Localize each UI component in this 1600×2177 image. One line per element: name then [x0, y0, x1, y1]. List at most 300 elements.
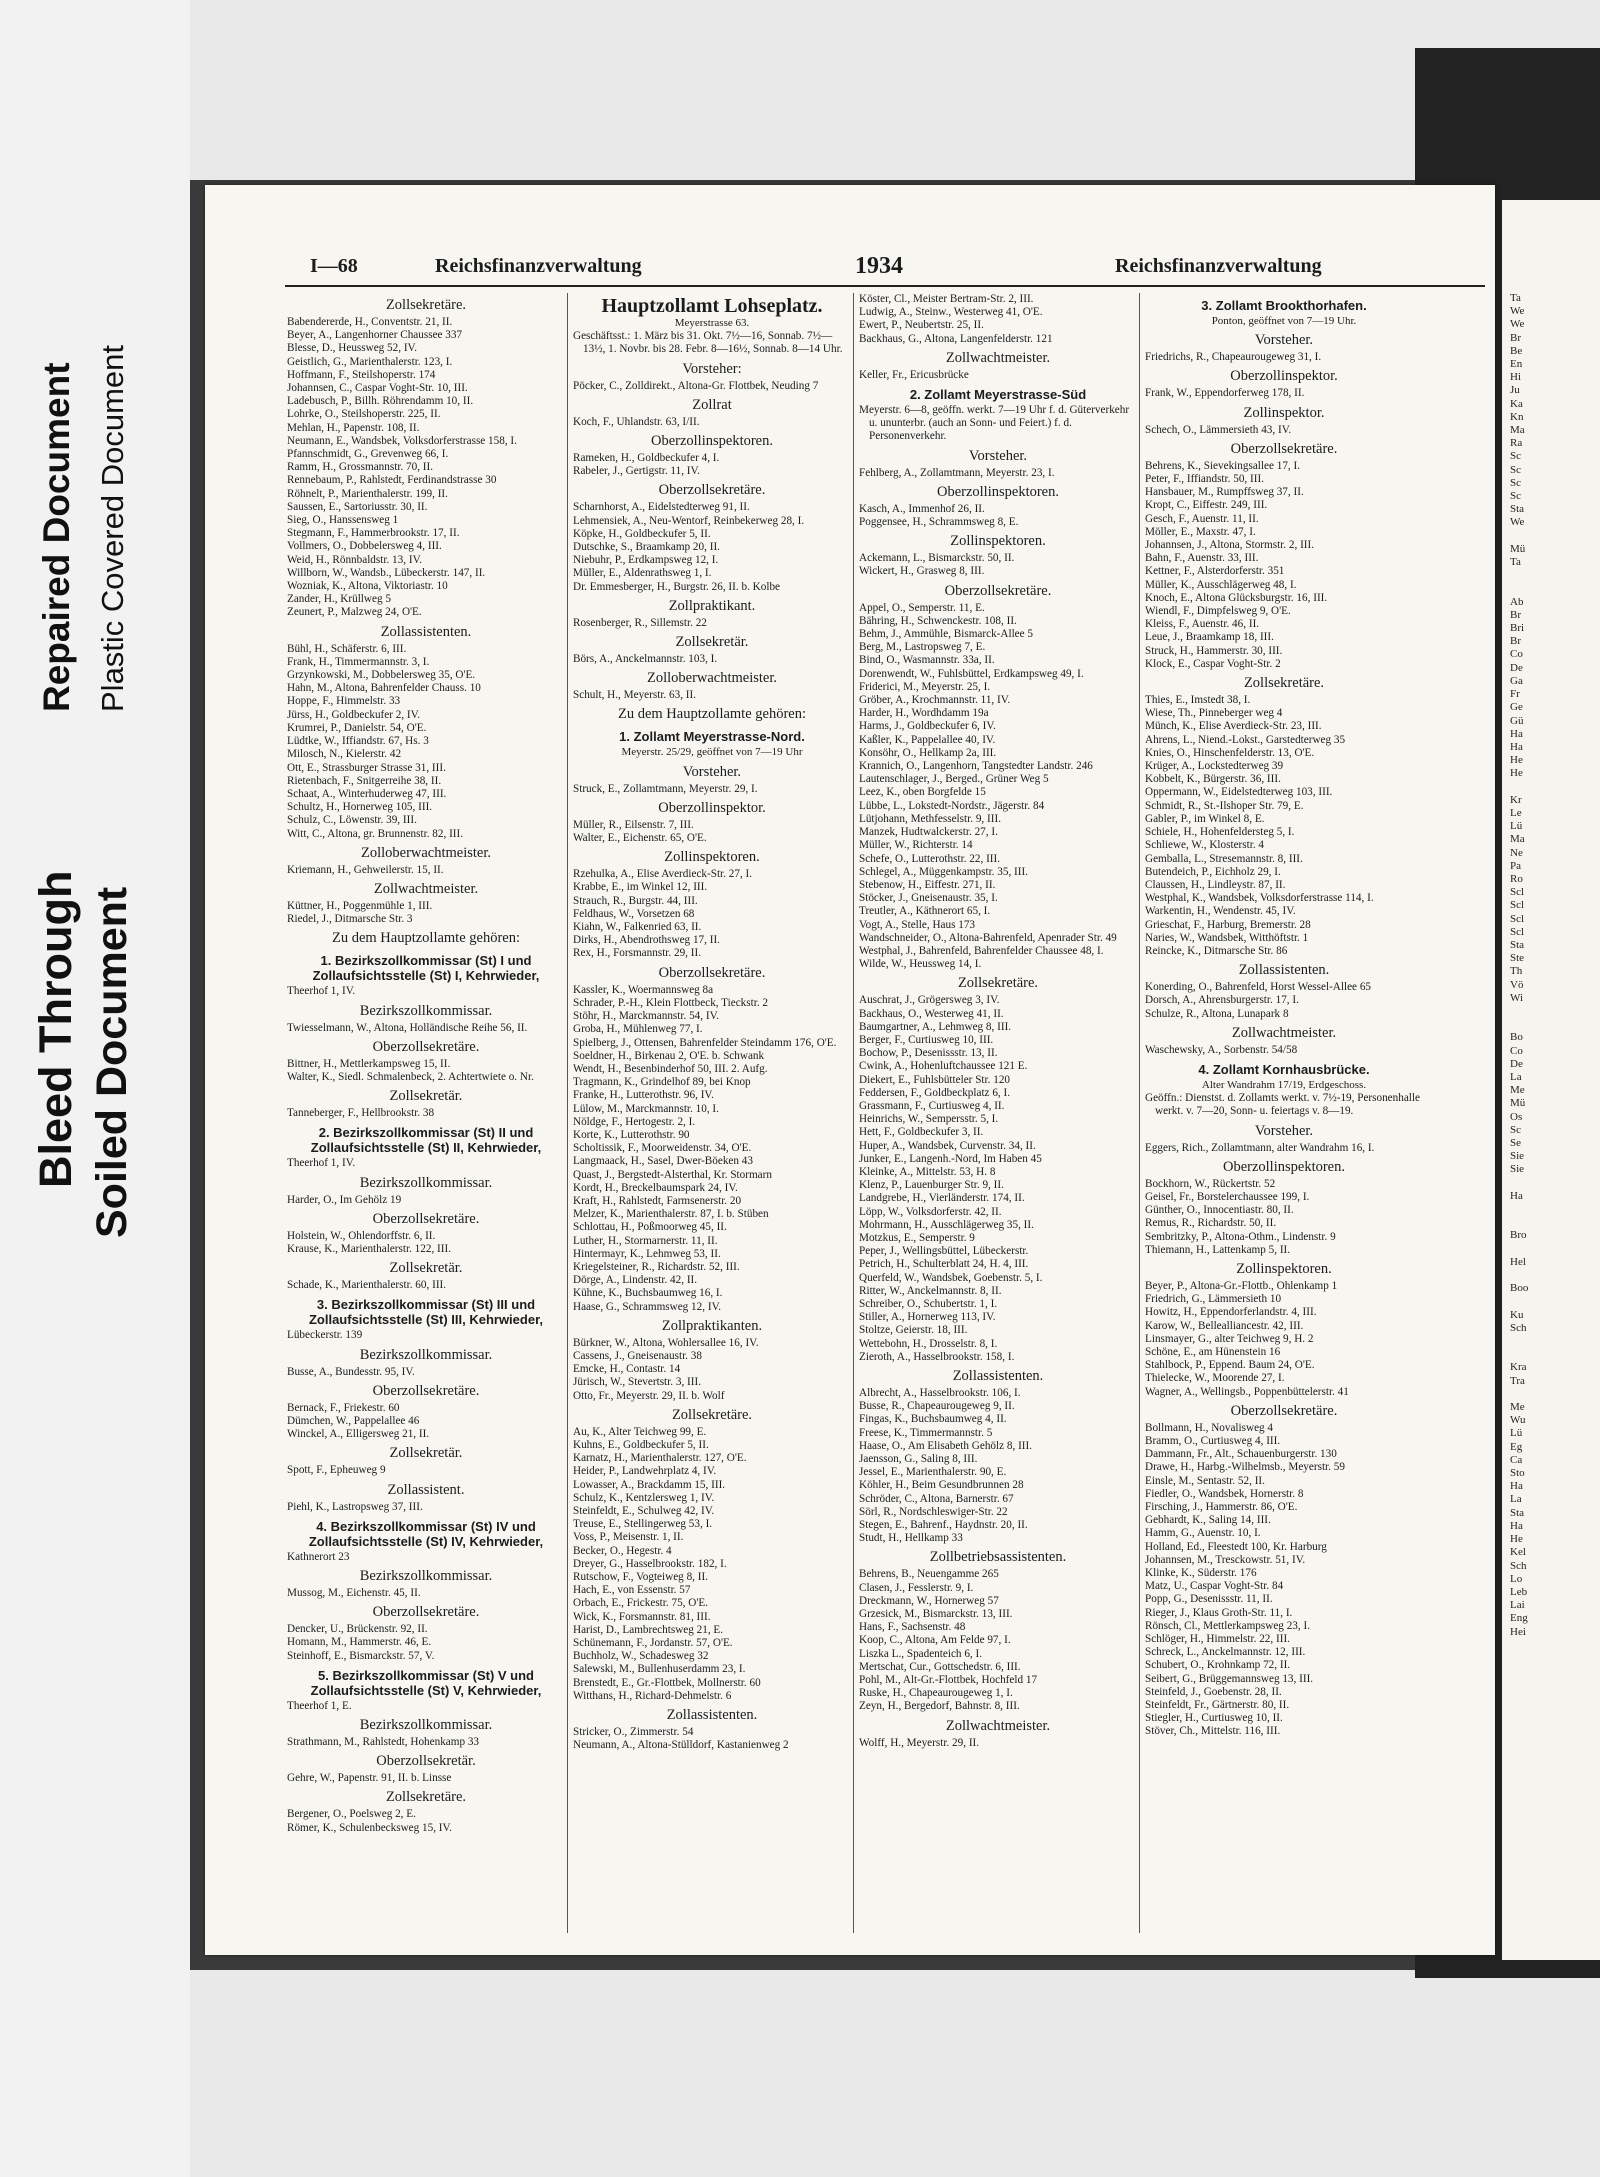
office-subtitle: Ponton, geöffnet von 7—19 Uhr.: [1211, 315, 1357, 327]
directory-entry: Dutschke, S., Braamkamp 20, II.: [573, 541, 720, 554]
directory-entry: Rieger, J., Klaus Groth-Str. 11, I.: [1145, 1606, 1293, 1619]
directory-entry: Blesse, D., Heussweg 52, IV.: [287, 342, 417, 355]
directory-entry: Pfannschmidt, G., Grevenweg 66, I.: [287, 448, 449, 461]
directory-entry: Milosch, N., Kielerstr. 42: [287, 748, 402, 761]
directory-entry: Schünemann, F., Jordanstr. 57, O'E.: [573, 1637, 733, 1650]
edge-fragment: Pa: [1510, 859, 1521, 872]
directory-entry: Haase, O., Am Elisabeth Gehölz 8, III.: [859, 1439, 1033, 1452]
directory-entry: Rabeler, J., Gertigstr. 11, IV.: [573, 465, 700, 478]
label-soiled: Soiled Document: [88, 886, 136, 1238]
edge-fragment: Br: [1510, 331, 1521, 344]
directory-entry: Buchholz, W., Schadesweg 32: [573, 1650, 709, 1663]
directory-entry: Möller, E., Maxstr. 47, I.: [1145, 525, 1256, 538]
edge-fragment: Sch: [1510, 1321, 1527, 1334]
directory-entry: Tanneberger, F., Hellbrookstr. 38: [287, 1107, 435, 1120]
directory-entry: Steinfeldt, E., Schulweg 42, IV.: [573, 1505, 715, 1517]
section-heading: Oberzollinspektoren.: [650, 433, 773, 450]
directory-entry: Kraft, H., Rahlstedt, Farmsenerstr. 20: [573, 1194, 742, 1207]
directory-entry: Schulz, C., Löwenstr. 39, III.: [287, 814, 417, 827]
directory-entry: Dörge, A., Lindenstr. 42, II.: [573, 1274, 698, 1287]
edge-fragment: Ka: [1510, 397, 1523, 410]
directory-entry: Meyerstr. 6—8, geöffn. werkt. 7—19 Uhr f. d. Güterverkehr u. ununterbr. (auch an Sonn- und Feiert.) f. d. Personenverkehr.: [859, 404, 1130, 443]
directory-entry: Löpp, W., Volksdorferstr. 42, II.: [859, 1205, 1002, 1218]
office-subtitle: Meyerstrasse 63.: [674, 317, 750, 329]
edge-fragment: Sie: [1510, 1150, 1525, 1163]
directory-entry: Friderici, M., Meyerstr. 25, I.: [859, 680, 991, 693]
column-2: [573, 293, 851, 1933]
header-year: 1934: [855, 253, 903, 279]
directory-entry: Grieschat, F., Harburg, Bremerstr. 28: [1145, 918, 1311, 931]
directory-entry: Wickert, H., Grasweg 8, III.: [859, 565, 985, 578]
edge-fragment: Ra: [1510, 437, 1523, 450]
directory-entry: Struck, H., Hammerstr. 30, III.: [1145, 644, 1283, 657]
edge-fragment: Co: [1510, 1044, 1523, 1057]
directory-entry: Geistlich, G., Marienthalerstr. 123, I.: [287, 355, 453, 368]
page-header: [310, 255, 1470, 285]
directory-entry: Thies, E., Imstedt 38, I.: [1145, 694, 1251, 707]
directory-entry: Winckel, A., Elligersweg 21, II.: [287, 1428, 430, 1441]
directory-entry: Konerding, O., Bahrenfeld, Horst Wessel-Allee 65: [1145, 981, 1372, 994]
section-heading: Vorsteher:: [682, 360, 742, 377]
section-heading: Zollpraktikanten.: [661, 1317, 763, 1334]
edge-fragment: Co: [1510, 648, 1523, 661]
section-heading: Oberzollsekretäre.: [944, 582, 1052, 599]
section-heading: Zollsekretäre.: [385, 1789, 467, 1806]
edge-fragment: Ha: [1510, 727, 1523, 740]
column-3: [859, 293, 1137, 1933]
edge-fragment: [1510, 1216, 1528, 1229]
edge-fragment: Bo: [1510, 1031, 1523, 1044]
directory-entry: Spielberg, J., Ottensen, Bahrenfelder Steindamm 176, O'E.: [573, 1036, 837, 1049]
directory-entry: Willborn, W., Wandsb., Lübeckerstr. 147, II.: [287, 566, 486, 579]
directory-entry: Dorenwendt, W., Fuhlsbüttel, Erdkampsweg 49, I.: [859, 667, 1084, 680]
edge-fragment: Fr: [1510, 688, 1520, 701]
section-heading: Oberzollsekretäre.: [658, 482, 766, 499]
directory-entry: Holland, Ed., Fleestedt 100, Kr. Harburg: [1145, 1540, 1327, 1553]
directory-entry: Oppermann, W., Eidelstedterweg 103, III.: [1145, 786, 1333, 799]
directory-entry: Rameken, H., Goldbeckufer 4, I.: [573, 452, 720, 465]
directory-entry: Ritter, W., Anckelmannstr. 8, II.: [859, 1284, 1002, 1297]
section-heading: Zollbetriebsassistenten.: [929, 1549, 1067, 1566]
directory-entry: Nöldge, F., Hertogestr. 2, I.: [573, 1115, 696, 1128]
directory-entry: Wendt, H., Besenbinderhof 50, III. 2. Aufg.: [573, 1062, 768, 1075]
edge-fragment: Tra: [1510, 1374, 1525, 1387]
directory-entry: Rönsch, Cl., Mettlerkampsweg 23, I.: [1145, 1619, 1310, 1632]
directory-entry: Klock, E., Caspar Voght-Str. 2: [1145, 657, 1281, 670]
edge-fragment: Se: [1510, 1137, 1521, 1149]
column-rule: [567, 293, 568, 1933]
directory-entry: Vollmers, O., Dobbelersweg 4, III.: [287, 540, 442, 553]
section-heading: Bezirkszollkommissar.: [359, 1567, 493, 1584]
directory-entry: Kasch, A., Immenhof 26, II.: [859, 502, 985, 515]
section-heading: Zollpraktikant.: [668, 597, 756, 614]
edge-fragment: Sto: [1510, 1467, 1525, 1480]
section-heading: Zollsekretär.: [675, 634, 749, 651]
section-heading: Zollassistenten.: [666, 1707, 758, 1724]
directory-entry: Schlottau, H., Poßmoorweg 45, II.: [573, 1221, 727, 1234]
directory-entry: Klinke, K., Süderstr. 176: [1145, 1567, 1257, 1580]
edge-fragment: He: [1510, 754, 1523, 767]
directory-entry: Backhaus, O., Westerweg 41, II.: [859, 1007, 1004, 1020]
directory-entry: Luther, H., Stormarnerstr. 11, II.: [573, 1234, 718, 1247]
directory-entry: Zeunert, P., Malzweg 24, O'E.: [287, 606, 422, 619]
directory-entry: Korte, K., Lutterothstr. 90: [573, 1128, 690, 1141]
edge-fragment: En: [1510, 358, 1523, 371]
edge-fragment: Mü: [1510, 1097, 1526, 1110]
edge-fragment: Ta: [1510, 556, 1521, 569]
edge-fragment: Be: [1510, 344, 1523, 357]
directory-entry: Jaensson, G., Saling 8, III.: [859, 1453, 978, 1466]
edge-fragment: Eg: [1510, 1440, 1523, 1453]
edge-fragment: Ta: [1510, 292, 1521, 304]
directory-entry: Berg, M., Lastropsweg 7, E.: [859, 641, 986, 654]
directory-entry: Petrich, H., Schulterblatt 24, H. 4, III.: [859, 1258, 1029, 1271]
column-4: [1145, 293, 1423, 1933]
directory-entry: Köster, Cl., Meister Bertram-Str. 2, III.: [859, 293, 1034, 305]
directory-entry: Friedrich, G., Lämmersieth 10: [1145, 1293, 1282, 1306]
directory-entry: Querfeld, W., Wandsbek, Goebenstr. 5, I.: [859, 1271, 1043, 1284]
edge-fragment: Lü: [1510, 820, 1523, 833]
directory-entry: Rex, H., Forsmannstr. 29, II.: [573, 947, 702, 960]
directory-entry: Schöne, E., am Hünenstein 16: [1145, 1345, 1281, 1358]
directory-entry: Kriegelsteiner, R., Richardstr. 52, III.: [573, 1260, 740, 1273]
edge-fragment: [1510, 1177, 1528, 1190]
directory-entry: Schech, O., Lämmersieth 43, IV.: [1145, 423, 1292, 436]
document-page: [205, 185, 1495, 1955]
directory-entry: Ladebusch, P., Billh. Röhrendamm 10, II.: [287, 395, 474, 408]
directory-entry: Zieroth, A., Hasselbrookstr. 158, I.: [859, 1350, 1015, 1363]
edge-fragment: Hi: [1510, 371, 1521, 384]
directory-entry: Twiesselmann, W., Altona, Holländische Reihe 56, II.: [287, 1021, 528, 1034]
section-heading: Zollassistent.: [387, 1481, 465, 1498]
section-heading: Oberzollsekretär.: [376, 1753, 476, 1770]
edge-fragment: Wu: [1510, 1414, 1526, 1427]
directory-entry: Kassler, K., Woermannsweg 8a: [573, 983, 714, 996]
directory-entry: Stahlbock, P., Eppend. Baum 24, O'E.: [1145, 1359, 1315, 1372]
section-heading: Zu dem Hauptzollamte gehören:: [331, 930, 521, 947]
directory-entry: Grassmann, F., Curtiusweg 4, II.: [859, 1099, 1005, 1112]
directory-entry: Lütjohann, Methfesselstr. 9, III.: [859, 812, 1001, 825]
directory-entry: Hamm, G., Auenstr. 10, I.: [1145, 1527, 1261, 1540]
directory-entry: Karnatz, H., Marienthalerstr. 127, O'E.: [573, 1452, 747, 1465]
directory-entry: Krause, K., Marienthalerstr. 122, III.: [287, 1242, 452, 1255]
directory-entry: Westphal, K., Wandsbek, Volksdorferstrasse 114, I.: [1145, 892, 1374, 905]
directory-entry: Sembritzky, P., Altona-Othm., Lindenstr. 9: [1145, 1230, 1336, 1243]
edge-fragment: Ha: [1510, 740, 1523, 753]
office-subtitle: Alter Wandrahm 17/19, Erdgeschoss.: [1201, 1078, 1367, 1091]
edge-fragment: Bri: [1510, 622, 1525, 635]
directory-entry: Dorsch, A., Ahrensburgerstr. 17, I.: [1145, 994, 1299, 1007]
directory-entry: Peter, F., Iffiandstr. 50, III.: [1145, 473, 1265, 486]
directory-entry: Remus, R., Richardstr. 50, II.: [1145, 1217, 1277, 1230]
directory-entry: Stiegler, H., Curtiusweg 10, II.: [1145, 1712, 1283, 1725]
directory-entry: Müller, E., Aldenrathsweg 1, I.: [573, 567, 712, 580]
directory-entry: Poggensee, H., Schrammsweg 8, E.: [859, 516, 1019, 529]
edge-fragment: Th: [1510, 965, 1523, 978]
directory-entry: Motzkus, E., Semperstr. 9: [859, 1231, 975, 1244]
directory-entry: Freese, K., Timmermannstr. 5: [859, 1426, 993, 1439]
office-heading: 2. Zollamt Meyerstrasse-Süd: [909, 387, 1087, 403]
directory-entry: Krabbe, E., im Winkel 12, III.: [573, 881, 708, 894]
directory-entry: Eggers, Rich., Zollamtmann, alter Wandrahm 16, I.: [1145, 1141, 1375, 1154]
section-heading: Zollrat: [692, 396, 732, 413]
directory-entry: Ludwig, A., Steinw., Westerweg 41, O'E.: [859, 306, 1043, 319]
annotation-strip: [0, 0, 190, 2177]
directory-entry: Reincke, K., Ditmarsche Str. 86: [1145, 944, 1288, 957]
directory-entry: Saussen, E., Sartoriusstr. 30, II.: [287, 500, 428, 513]
edge-fragment: Sc: [1510, 463, 1521, 476]
edge-fragment: Boo: [1510, 1282, 1529, 1295]
section-heading: Oberzollsekretäre.: [372, 1604, 480, 1621]
directory-entry: Theerhof 1, IV.: [287, 1157, 356, 1170]
edge-fragment: Lo: [1510, 1572, 1523, 1585]
directory-entry: Lowasser, A., Brackdamm 15, III.: [573, 1478, 726, 1491]
section-heading: Zollsekretäre.: [671, 1406, 753, 1423]
directory-entry: Riedel, J., Ditmarsche Str. 3: [287, 913, 413, 926]
edge-fragment: Br: [1510, 635, 1521, 648]
edge-fragment: [1510, 1005, 1528, 1018]
directory-entry: Krüger, A., Lockstedterweg 39: [1145, 760, 1284, 773]
directory-entry: Lohrke, O., Steilshoperstr. 225, II.: [287, 408, 441, 421]
directory-entry: Ewert, P., Neubertstr. 25, II.: [859, 319, 984, 332]
directory-entry: Clasen, J., Fesslerstr. 9, I.: [859, 1581, 974, 1594]
directory-entry: Kordt, H., Breckelbaumspark 24, IV.: [573, 1181, 738, 1194]
directory-entry: Schrader, P.-H., Klein Flottbeck, Tieckstr. 2: [573, 996, 769, 1009]
directory-entry: Gemballa, L., Stresemannstr. 8, III.: [1145, 852, 1303, 865]
edge-fragment: He: [1510, 767, 1523, 780]
directory-entry: Geisel, Fr., Borstelerchaussee 199, I.: [1145, 1190, 1310, 1203]
directory-entry: Vogt, A., Stelle, Haus 173: [859, 918, 976, 931]
directory-entry: Thielecke, W., Moorende 27, I.: [1145, 1372, 1285, 1385]
directory-entry: Theerhof 1, E.: [287, 1699, 352, 1712]
office-heading: 4. Zollamt Kornhausbrücke.: [1198, 1061, 1370, 1077]
edge-fragment: Os: [1510, 1110, 1523, 1123]
directory-entry: Landgrebe, H., Vierländerstr. 174, II.: [859, 1192, 1025, 1205]
directory-entry: Schiele, H., Hohenfeldersteg 5, I.: [1145, 826, 1295, 839]
directory-entry: Müller, R., Eilsenstr. 7, III.: [573, 818, 694, 831]
office-heading: 2. Bezirkszollkommissar (St) II und Zollaufsichtsstelle (St) II, Kehrwieder,: [310, 1125, 542, 1156]
directory-entry: Sörl, R., Nordschleswiger-Str. 22: [859, 1505, 1008, 1518]
directory-entry: Appel, O., Semperstr. 11, E.: [859, 601, 985, 614]
directory-entry: Wettebohn, H., Drosselstr. 8, I.: [859, 1337, 998, 1350]
edge-fragment: [1510, 530, 1528, 543]
directory-entry: Feldhaus, W., Vorsetzen 68: [573, 907, 695, 920]
directory-entry: Hett, F., Goldbeckufer 3, II.: [859, 1126, 984, 1139]
edge-fragment: Ma: [1510, 833, 1525, 846]
edge-fragment: Ge: [1510, 701, 1523, 714]
directory-entry: Theerhof 1, IV.: [287, 985, 356, 998]
directory-entry: Kathnerort 23: [287, 1550, 350, 1563]
directory-entry: Schult, H., Meyerstr. 63, II.: [573, 689, 697, 702]
label-repaired: Repaired Document: [36, 362, 77, 712]
directory-entry: Leez, K., oben Borgfelde 15: [859, 786, 986, 799]
section-heading: Oberzollinspektoren.: [1222, 1158, 1345, 1175]
directory-entry: Hoppe, F., Himmelstr. 33: [287, 695, 401, 708]
edge-fragment: Ha: [1510, 1519, 1523, 1532]
directory-entry: Emcke, H., Contastr. 14: [573, 1363, 681, 1376]
section-heading: Oberzollinspektoren.: [936, 483, 1059, 500]
section-heading: Zollwachtmeister.: [945, 1717, 1051, 1734]
directory-entry: Stegen, E., Bahrenf., Haydnstr. 20, II.: [859, 1519, 1028, 1532]
directory-entry: Konsöhr, O., Hellkamp 2a, III.: [859, 746, 997, 759]
directory-entry: Lülow, M., Marckmannstr. 10, I.: [573, 1102, 719, 1115]
edge-fragment: Sc: [1510, 450, 1521, 463]
edge-fragment: [1510, 781, 1528, 794]
directory-entry: Soeldner, H., Birkenau 2, O'E. b. Schwank: [573, 1049, 765, 1062]
directory-entry: Weid, H., Rönnbaldstr. 13, IV.: [287, 553, 423, 566]
office-heading: 3. Bezirkszollkommissar (St) III und Zollaufsichtsstelle (St) III, Kehrwieder,: [308, 1297, 544, 1328]
directory-entry: Kiahn, W., Falkenried 63, II.: [573, 921, 702, 934]
section-heading: Bezirkszollkommissar.: [359, 1346, 493, 1363]
directory-entry: Cassens, J., Gneisenaustr. 38: [573, 1349, 702, 1362]
edge-fragment: Bro: [1510, 1229, 1527, 1242]
section-heading: Zollassistenten.: [952, 1368, 1044, 1385]
directory-entry: Wick, K., Forsmannstr. 81, III.: [573, 1610, 711, 1623]
adjacent-page-edge: [1502, 200, 1600, 1960]
directory-entry: Scharnhorst, A., Eidelstedterweg 91, II.: [573, 501, 750, 514]
directory-entry: Müller, K., Ausschlägerweg 48, I.: [1145, 578, 1297, 591]
column-rule: [1139, 293, 1140, 1933]
directory-entry: Lautenschlager, J., Berged., Grüner Weg 5: [859, 773, 1049, 786]
edge-fragment: Sch: [1510, 1559, 1527, 1572]
section-heading: Bezirkszollkommissar.: [359, 1174, 493, 1191]
directory-entry: Wiendl, F., Dimpfelsweg 9, O'E.: [1145, 605, 1291, 618]
directory-entry: Jürisch, W., Stevertstr. 3, III.: [573, 1376, 702, 1389]
edge-fragment: Kel: [1510, 1546, 1526, 1559]
directory-entry: Beyer, A., Langenhorner Chaussee 337: [287, 329, 463, 342]
directory-entry: Müller, W., Richterstr. 14: [859, 839, 973, 852]
section-heading: Zollassistenten.: [1238, 962, 1330, 979]
directory-entry: Kaßler, K., Pappelallee 40, IV.: [859, 733, 996, 746]
directory-entry: Homann, M., Hammerstr. 46, E.: [287, 1636, 432, 1649]
section-heading: Zolloberwachtmeister.: [646, 670, 778, 687]
edge-fragment: [1510, 1243, 1528, 1256]
edge-fragment: Ha: [1510, 1189, 1523, 1202]
directory-entry: Behrens, K., Sievekingsallee 17, I.: [1145, 459, 1301, 472]
section-heading: Bezirkszollkommissar.: [359, 1717, 493, 1733]
directory-entry: Otto, Fr., Meyerstr. 29, II. b. Wolf: [573, 1389, 725, 1402]
edge-fragment: Br: [1510, 608, 1521, 621]
directory-entry: Bähring, H., Schwenckestr. 108, II.: [859, 614, 1017, 627]
directory-entry: Jessel, E., Marienthalerstr. 90, E.: [859, 1466, 1007, 1479]
edge-fragment: Sta: [1510, 938, 1525, 951]
edge-fragment: Wi: [1510, 991, 1523, 1004]
directory-entry: Thiemann, H., Lattenkamp 5, II.: [1145, 1243, 1291, 1256]
directory-entry: Römer, K., Schulenbecksweg 15, IV.: [287, 1821, 452, 1834]
directory-entry: Stoltze, Geierstr. 18, III.: [859, 1324, 968, 1337]
directory-entry: Liszka L., Spadenteich 6, I.: [859, 1647, 983, 1660]
directory-entry: Bernack, F., Friekestr. 60: [287, 1401, 400, 1414]
directory-entry: Heinrichs, W., Sempersstr. 5, I.: [859, 1113, 999, 1126]
directory-entry: Firsching, J., Hammerstr. 86, O'E.: [1145, 1501, 1298, 1514]
edge-fragment: Me: [1510, 1084, 1525, 1097]
edge-fragment: [1510, 1295, 1528, 1308]
directory-entry: Steinfeldt, Fr., Gärtnerstr. 80, II.: [1145, 1699, 1290, 1712]
office-title: Hauptzollamt Lohseplatz.: [601, 295, 823, 317]
label-bleed: Bleed Through: [30, 870, 81, 1188]
section-heading: Zolloberwachtmeister.: [360, 844, 492, 861]
directory-entry: Busse, A., Bundesstr. 95, IV.: [287, 1365, 415, 1378]
edge-fragment: Ste: [1510, 952, 1525, 965]
edge-fragment: [1510, 1388, 1528, 1401]
directory-entry: Babendererde, H., Conventstr. 21, II.: [287, 316, 453, 328]
directory-entry: Warkentin, H., Wendenstr. 45, IV.: [1145, 905, 1296, 918]
directory-entry: Stöhr, H., Marckmannstr. 54, IV.: [573, 1010, 720, 1023]
section-heading: Vorsteher.: [1254, 1122, 1314, 1139]
directory-entry: Wilde, W., Heussweg 14, I.: [859, 958, 982, 971]
directory-entry: Struck, E., Zollamtmann, Meyerstr. 29, I.: [573, 782, 758, 795]
edge-fragment: Ga: [1510, 674, 1523, 687]
directory-entry: Köhler, H., Beim Gesundbrunnen 28: [859, 1479, 1024, 1492]
edge-fragment: Sta: [1510, 1506, 1525, 1519]
section-heading: Zollsekretäre.: [957, 975, 1039, 992]
directory-entry: Pöcker, C., Zolldirekt., Altona-Gr. Flottbek, Neuding 7: [573, 379, 819, 392]
directory-entry: Sieg, O., Hanssensweg 1: [287, 514, 399, 527]
directory-entry: Witthans, H., Richard-Dehmelstr. 6: [573, 1689, 732, 1702]
section-heading: Zollinspektor.: [1243, 404, 1325, 421]
directory-entry: Neumann, E., Wandsbek, Volksdorferstrasse 158, I.: [287, 434, 517, 447]
directory-entry: Knoch, E., Altona Glücksburgstr. 16, III.: [1145, 591, 1328, 604]
directory-entry: Voss, P., Meisenstr. 1, II.: [573, 1531, 684, 1544]
directory-entry: Mussog, M., Eichenstr. 45, II.: [287, 1586, 421, 1599]
section-heading: Oberzollsekretäre.: [372, 1382, 480, 1399]
directory-entry: Hansbauer, M., Rumpffsweg 37, II.: [1145, 486, 1304, 499]
edge-fragment: Hei: [1510, 1625, 1526, 1638]
edge-fragment: De: [1510, 661, 1523, 674]
directory-entry: Stiller, A., Hornerweg 113, IV.: [859, 1311, 996, 1324]
directory-entry: Linsmayer, G., alter Teichweg 9, H. 2: [1145, 1332, 1314, 1345]
edge-fragment: [1510, 1269, 1528, 1282]
section-heading: Zu dem Hauptzollamte gehören:: [617, 706, 807, 723]
directory-entry: Harms, J., Goldbeckufer 6, IV.: [859, 720, 996, 733]
directory-entry: Dreyer, G., Hasselbrookstr. 182, I.: [573, 1557, 727, 1570]
directory-entry: Kleiss, F., Auenstr. 46, II.: [1145, 618, 1260, 631]
office-heading: 5. Bezirkszollkommissar (St) V und Zollaufsichtsstelle (St) V, Kehrwieder,: [310, 1667, 542, 1698]
directory-entry: Albrecht, A., Hasselbrookstr. 106, I.: [859, 1387, 1021, 1400]
edge-fragment: La: [1510, 1070, 1522, 1083]
directory-entry: Heider, P., Landwehrplatz 4, IV.: [573, 1465, 717, 1478]
directory-entry: Kettner, F., Alsterdorferstr. 351: [1145, 565, 1285, 578]
section-heading: Vorsteher.: [682, 763, 742, 780]
section-heading: Oberzollinspektor.: [658, 799, 766, 816]
directory-entry: Kuhns, E., Goldbeckufer 5, II.: [573, 1438, 709, 1451]
edge-fragment: Mü: [1510, 542, 1526, 555]
directory-entry: Bockhorn, W., Rückertstr. 52: [1145, 1177, 1276, 1190]
directory-entry: Schmidt, R., St.-Ilshoper Str. 79, E.: [1145, 799, 1304, 812]
directory-entry: Gabler, P., im Winkel 8, E.: [1145, 812, 1265, 825]
section-heading: Oberzollsekretäre.: [658, 964, 766, 981]
edge-fragment: [1510, 1348, 1528, 1361]
directory-entry: Dümchen, W., Pappelallee 46: [287, 1414, 420, 1427]
section-heading: Zollsekretär.: [389, 1445, 463, 1462]
directory-entry: Frank, H., Timmermannstr. 3, I.: [287, 655, 430, 668]
directory-entry: Schulz, K., Kentzlersweg 1, IV.: [573, 1491, 715, 1504]
directory-entry: Schefe, O., Lutterothstr. 22, III.: [859, 852, 1001, 865]
edge-fragment: Scl: [1510, 886, 1525, 899]
directory-entry: Köpke, H., Goldbeckufer 5, II.: [573, 527, 711, 540]
directory-entry: Waschewsky, A., Sorbenstr. 54/58: [1145, 1043, 1298, 1056]
office-heading: 4. Bezirkszollkommissar (St) IV und Zollaufsichtsstelle (St) IV, Kehrwieder,: [308, 1518, 544, 1549]
directory-entry: Johannsen, C., Caspar Voght-Str. 10, III.: [287, 382, 468, 395]
directory-entry: Frank, W., Eppendorferweg 178, II.: [1145, 387, 1305, 400]
edge-fragment: Kra: [1510, 1361, 1527, 1374]
directory-entry: Zander, H., Krüllweg 5: [287, 593, 391, 606]
directory-entry: Klenz, P., Lauenburger Str. 9, II.: [859, 1179, 1004, 1192]
directory-entry: Behrens, B., Neuengamme 265: [859, 1568, 999, 1581]
directory-entry: Baumgartner, A., Lehmweg 8, III.: [859, 1020, 1012, 1033]
directory-entry: Holstein, W., Ohlendorffstr. 6, II.: [287, 1229, 436, 1242]
directory-entry: Howitz, H., Eppendorferlandstr. 4, III.: [1145, 1306, 1317, 1319]
